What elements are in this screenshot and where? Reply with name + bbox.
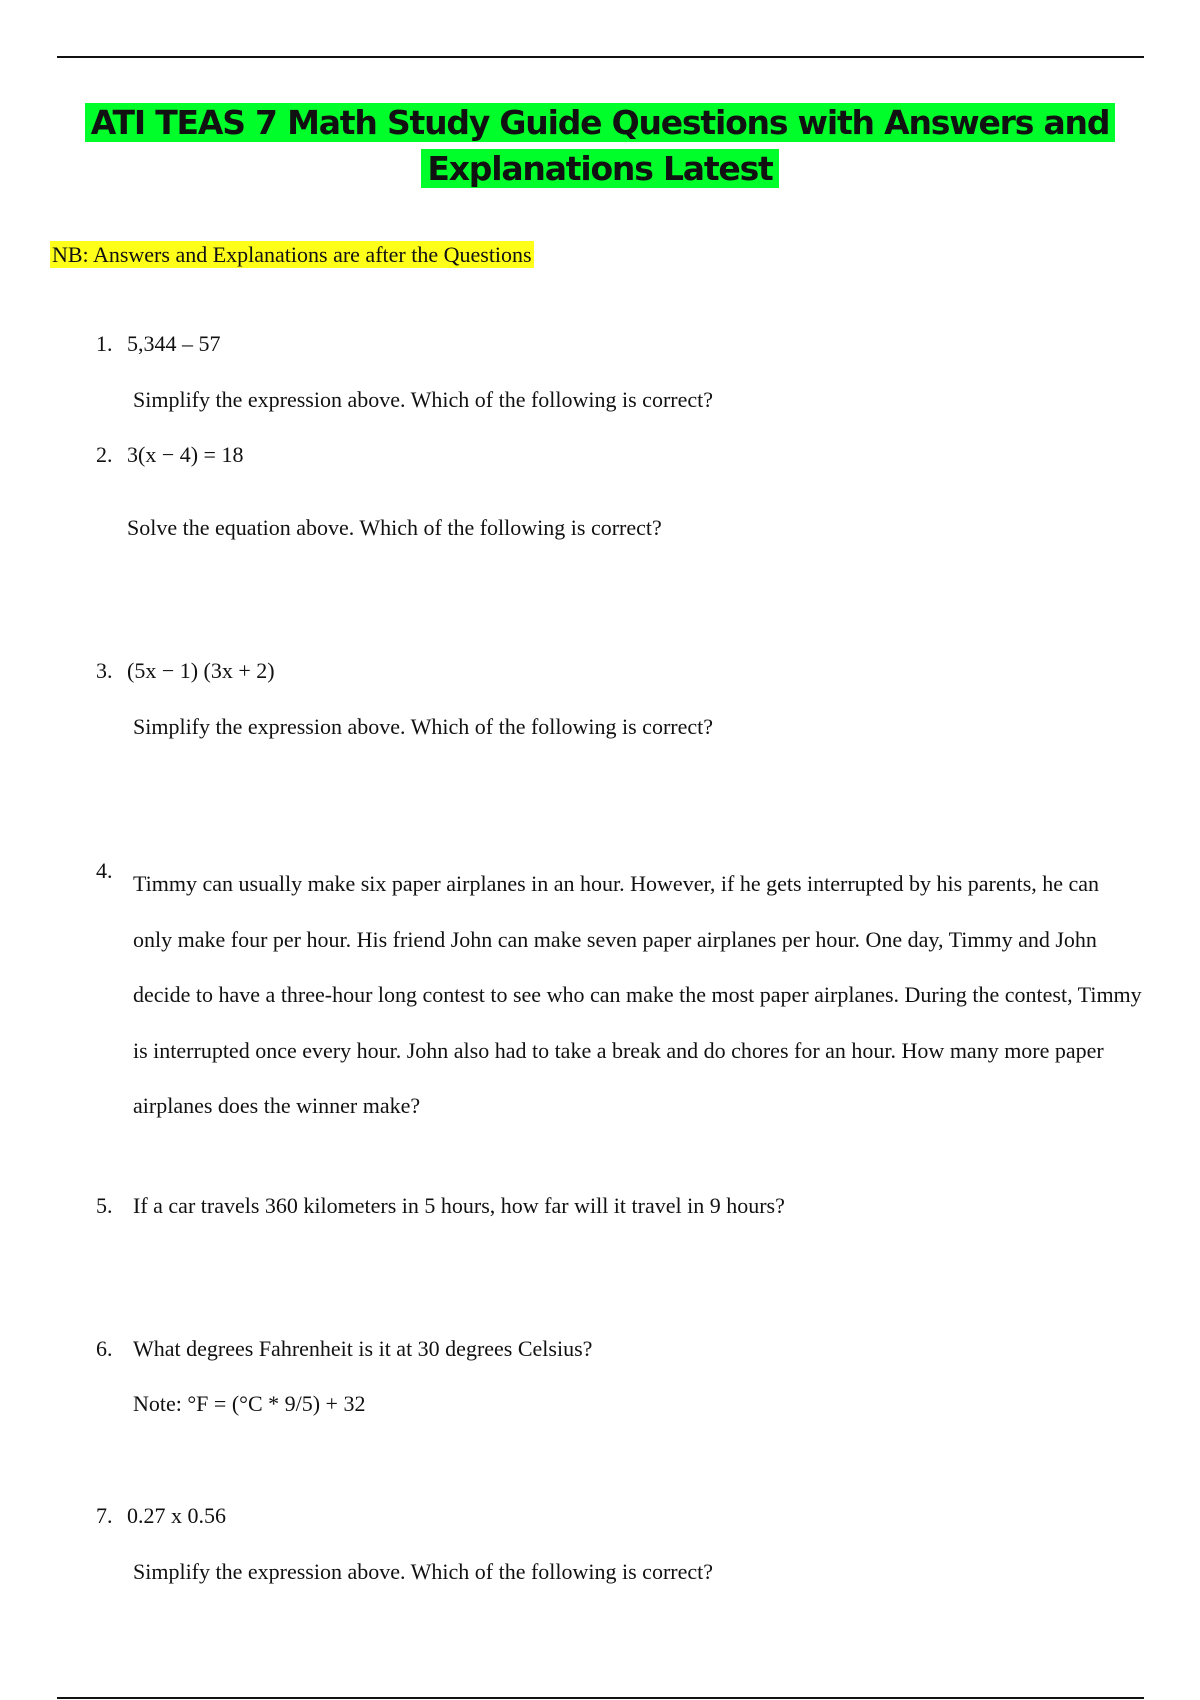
question-7-expression: 0.27 x 0.56 — [127, 1503, 226, 1528]
question-3-number: 3. — [96, 658, 113, 683]
question-7-number: 7. — [96, 1503, 113, 1528]
question-2-prompt: Solve the equation above. Which of the following is correct? — [127, 515, 662, 540]
question-5-text: If a car travels 360 kilometers in 5 hours, how far will it travel in 9 hours? — [133, 1193, 785, 1218]
question-7-prompt: Simplify the expression above. Which of the following is correct? — [133, 1559, 714, 1584]
document-title — [0, 100, 1200, 192]
question-6-note: Note: °F = (°C * 9/5) + 32 — [133, 1391, 366, 1416]
question-1-expression: 5,344 – 57 — [127, 331, 221, 356]
question-6-text: What degrees Fahrenheit is it at 30 degrees Celsius? — [133, 1336, 593, 1361]
note-text: NB: Answers and Explanations are after the Questions — [52, 242, 532, 267]
bottom-rule — [57, 1697, 1144, 1699]
question-1-prompt: Simplify the expression above. Which of the following is correct? — [133, 387, 714, 412]
highlighted-note — [50, 240, 534, 270]
title-line-2 — [421, 146, 778, 192]
question-2-expression: 3(x − 4) = 18 — [127, 442, 244, 467]
question-1-number: 1. — [96, 331, 113, 356]
title-text-1: ATI TEAS 7 Math Study Guide Questions with Answers and — [85, 103, 1116, 142]
question-3-prompt: Simplify the expression above. Which of the following is correct? — [133, 714, 714, 739]
question-2-number: 2. — [96, 442, 113, 467]
question-4-text: Timmy can usually make six paper airplanes in an hour. However, if he gets interrupted by his parents, he can only make four per hour. His friend John can make seven paper airplanes per hour. One day, Timmy and John decide to have a three-hour long contest to see who can make the most paper airplanes. During the contest, Timmy is interrupted once every hour. John also had to take a break and do chores for an hour. How many more paper airplanes does the winner make? — [133, 871, 1142, 1118]
title-text-2: Explanations Latest — [421, 149, 778, 188]
title-line-1 — [85, 100, 1116, 146]
question-6-number: 6. — [96, 1336, 113, 1361]
top-rule — [57, 56, 1144, 58]
question-4-number: 4. — [96, 858, 113, 883]
question-5-number: 5. — [96, 1193, 113, 1218]
question-3-expression: (5x − 1) (3x + 2) — [127, 658, 275, 683]
